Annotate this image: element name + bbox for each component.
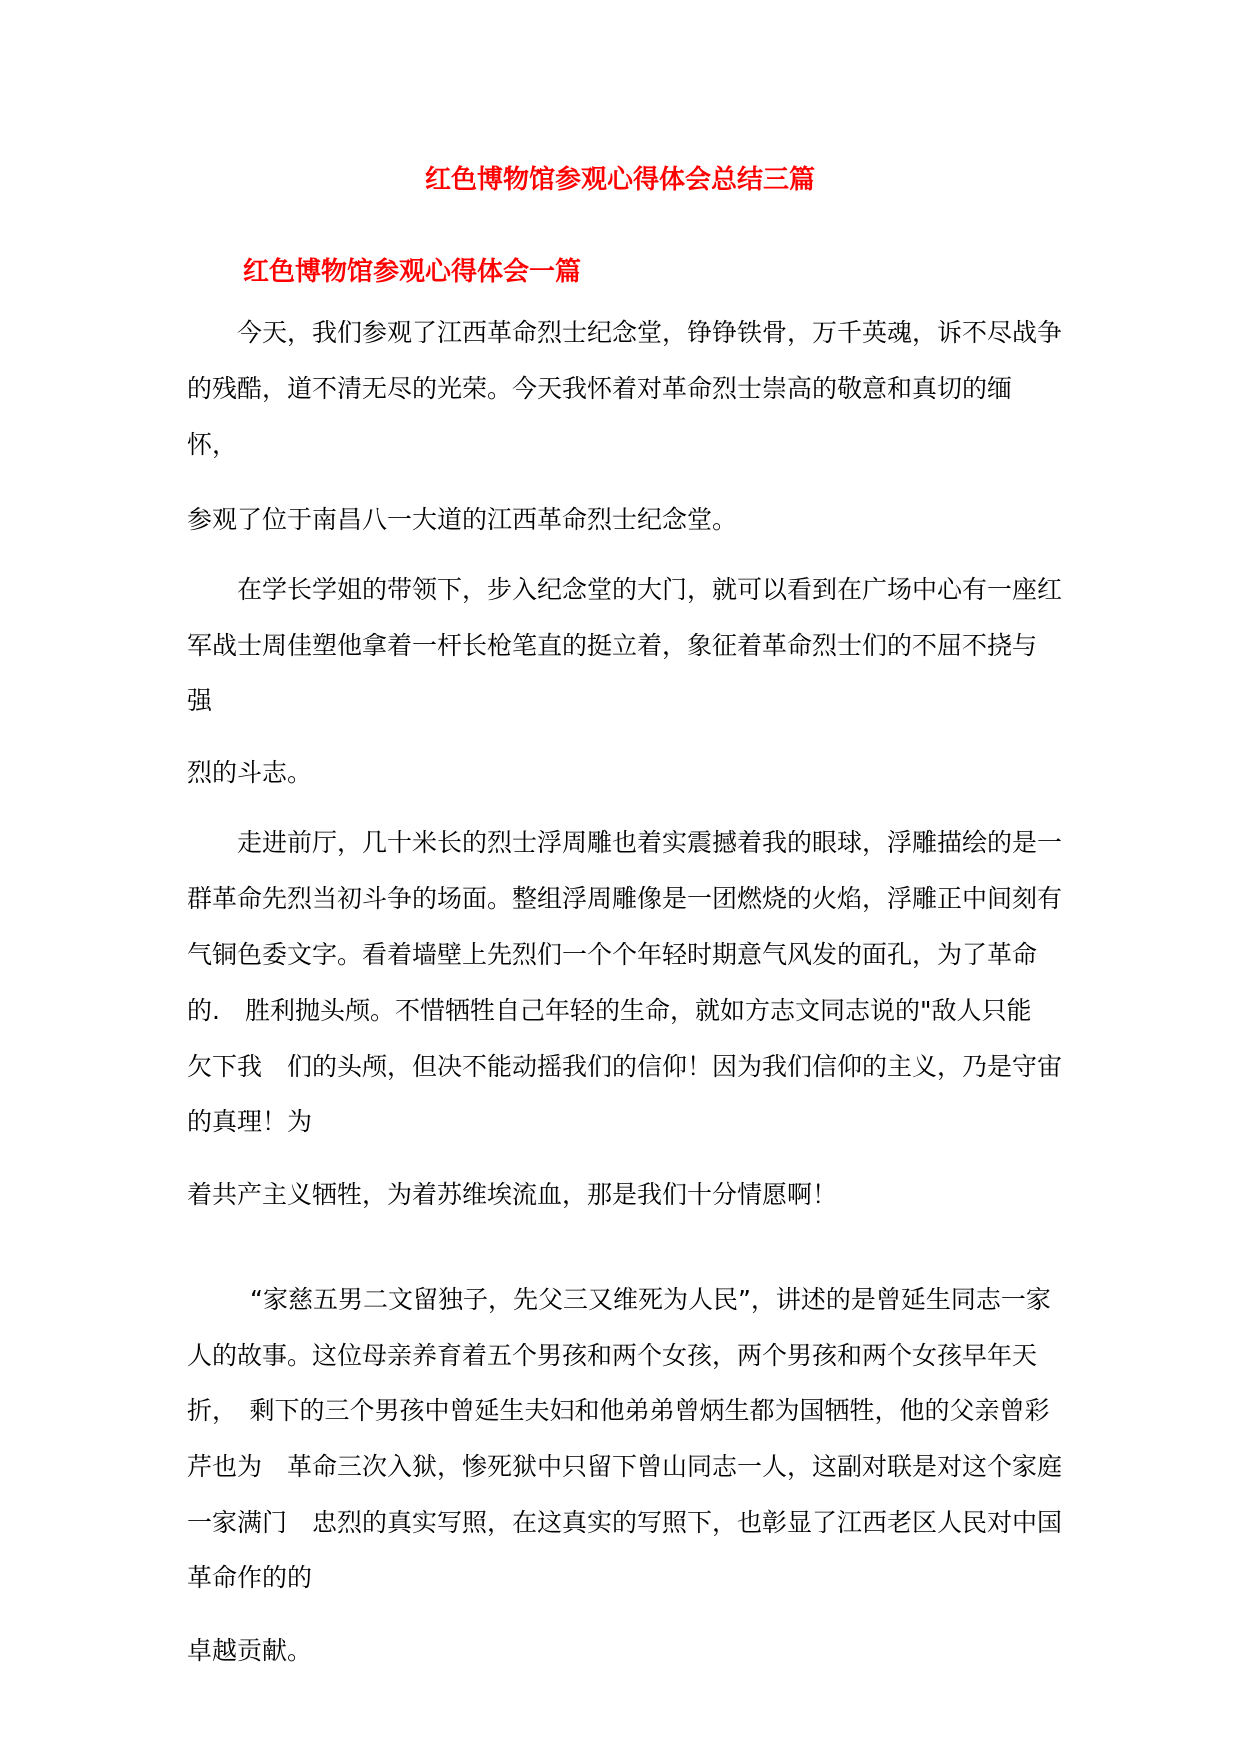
body-line-11: 气铜色委文字。看着墙壁上先烈们一个个年轻时期意气风发的面孔，为了革命: [187, 940, 1038, 969]
body-line-19: 芹也为 革命三次入狱，惨死狱中只留下曾山同志一人，这副对联是对这个家庭: [187, 1452, 1063, 1481]
body-line-5: 在学长学姐的带领下，步入纪念堂的大门，就可以看到在广场中心有一座红: [237, 575, 1063, 604]
document-title: 红色博物馆参观心得体会总结三篇: [424, 165, 815, 195]
body-line-4: 参观了位于南昌八一大道的江西革命烈士纪念堂。: [187, 505, 738, 534]
body-line-15: 着共产主义牺牲，为着苏维埃流血，那是我们十分情愿啊！: [187, 1180, 838, 1209]
body-line-6: 军战士周佳塑他拿着一杆长枪笔直的挺立着，象征着革命烈士们的不屈不挠与: [187, 631, 1038, 660]
body-line-14: 的真理！为: [187, 1107, 313, 1136]
section-heading: 红色博物馆参观心得体会一篇: [243, 257, 582, 287]
body-line-1: 今天，我们参观了江西革命烈士纪念堂，铮铮铁骨，万千英魂，诉不尽战争: [237, 318, 1063, 347]
body-line-12: 的. 胜利抛头颅。不惜牺牲自己年轻的生命，就如方志文同志说的"敌人只能: [187, 996, 1032, 1025]
body-line-21: 革命作的的: [187, 1563, 313, 1592]
body-line-16: “家慈五男二文留独子，先父三又维死为人民”，讲述的是曾延生同志一家: [250, 1285, 1051, 1314]
body-line-9: 走进前厅，几十米长的烈士浮周雕也着实震撼着我的眼球，浮雕描绘的是一: [237, 828, 1063, 857]
body-line-17: 人的故事。这位母亲养育着五个男孩和两个女孩，两个男孩和两个女孩早年天: [187, 1341, 1038, 1370]
body-line-2: 的残酷，道不清无尽的光荣。今天我怀着对革命烈士崇高的敬意和真切的缅: [187, 374, 1013, 403]
body-line-22: 卓越贡献。: [187, 1636, 313, 1665]
body-line-8: 烈的斗志。: [187, 758, 313, 787]
body-line-13: 欠下我 们的头颅，但决不能动摇我们的信仰！因为我们信仰的主义，乃是守宙: [187, 1052, 1063, 1081]
body-line-3: 怀，: [187, 430, 238, 459]
body-line-7: 强: [187, 686, 213, 715]
body-line-18: 折， 剩下的三个男孩中曾延生夫妇和他弟弟曾炳生都为国牺牲，他的父亲曾彩: [187, 1396, 1050, 1425]
body-line-20: 一家满门 忠烈的真实写照，在这真实的写照下，也彰显了江西老区人民对中国: [187, 1508, 1063, 1537]
body-line-10: 群革命先烈当初斗争的场面。整组浮周雕像是一团燃烧的火焰，浮雕正中间刻有: [187, 884, 1063, 913]
